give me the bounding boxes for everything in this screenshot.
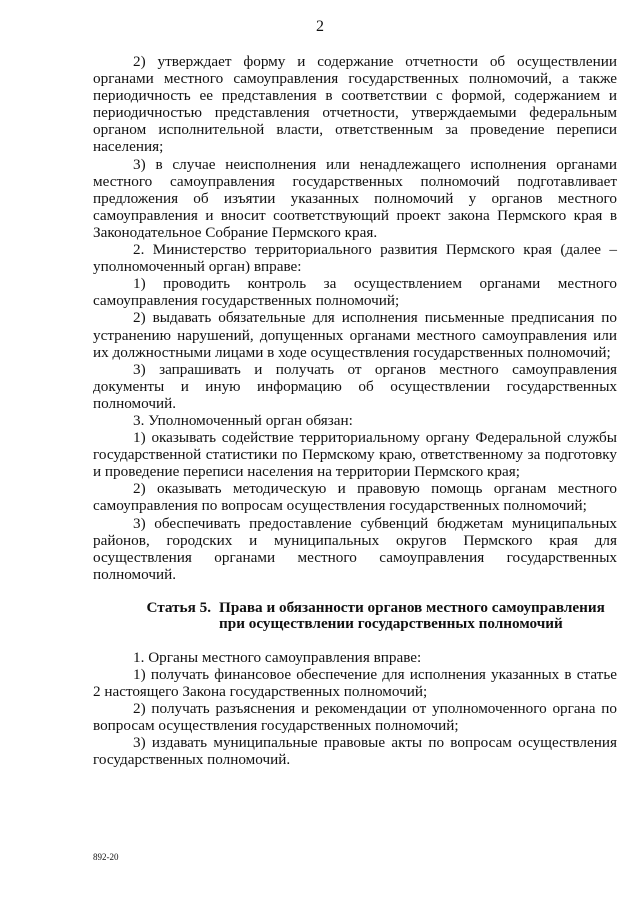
paragraph: 3) издавать муниципальные правовые акты по вопросам осуществления государственных полномочий.	[93, 734, 617, 769]
document-code: 892-20	[93, 852, 119, 862]
paragraph: 2) оказывать методическую и правовую помощь органам местного самоуправления по вопросам осуществления государственных полномочий;	[93, 480, 617, 515]
paragraph: 3. Уполномоченный орган обязан:	[133, 411, 353, 429]
article-heading	[93, 600, 617, 632]
paragraph: 1) получать финансовое обеспечение для исполнения указанных в статье 2 настоящего Закона государственных полномочий;	[93, 666, 617, 701]
document-body	[93, 53, 617, 769]
paragraph: 3) запрашивать и получать от органов местного самоуправления документы и иную информацию об осуществлении государственных полномочий.	[93, 360, 617, 412]
paragraph: 1) проводить контроль за осуществлением органами местного самоуправления государственных полномочий;	[93, 275, 617, 310]
page-number: 2	[316, 18, 324, 35]
paragraph: 2. Министерство территориального развития Пермского края (далее – уполномоченный орган) вправе:	[93, 241, 617, 276]
paragraph: 3) в случае неисполнения или ненадлежащего исполнения органами местного самоуправления государственных полномочий подготавливает предложения об изъятии указанных полномочий у органов местного самоуправления и вносит соответствующий проект закона Пермского края в Законодательное Собрание Пермского края.	[93, 155, 617, 241]
paragraph: 1. Органы местного самоуправления вправе:	[133, 648, 422, 666]
paragraph: 2) получать разъяснения и рекомендации от уполномоченного органа по вопросам осуществления государственных полномочий;	[93, 700, 617, 735]
paragraph: 2) выдавать обязательные для исполнения письменные предписания по устранению нарушений, допущенных органами местного самоуправления или их должностными лицами в ходе осуществления государственных полномочий;	[93, 309, 617, 361]
paragraph: 2) утверждает форму и содержание отчетности об осуществлении органами местного самоуправления государственных полномочий, а также периодичность ее представления в соответствии с формой, содержанием и периодичностью представления отчетности, утверждаемыми федеральным органом исполнительной власти, ответственным за проведение переписи населения;	[93, 53, 617, 156]
article-title: Права и обязанности органов местного самоуправления при осуществлении государственных полномочий	[219, 598, 605, 632]
paragraph: 3) обеспечивать предоставление субвенций бюджетам муниципальных районов, городских и муниципальных округов Пермского края для осуществления органами местного самоуправления государственных полномочий.	[93, 514, 617, 583]
paragraph: 1) оказывать содействие территориальному органу Федеральной службы государственной статистики по Пермскому краю, ответственному за подготовку и проведение переписи населения на территории Пермского края;	[93, 429, 617, 481]
article-label: Статья 5.	[146, 598, 211, 616]
